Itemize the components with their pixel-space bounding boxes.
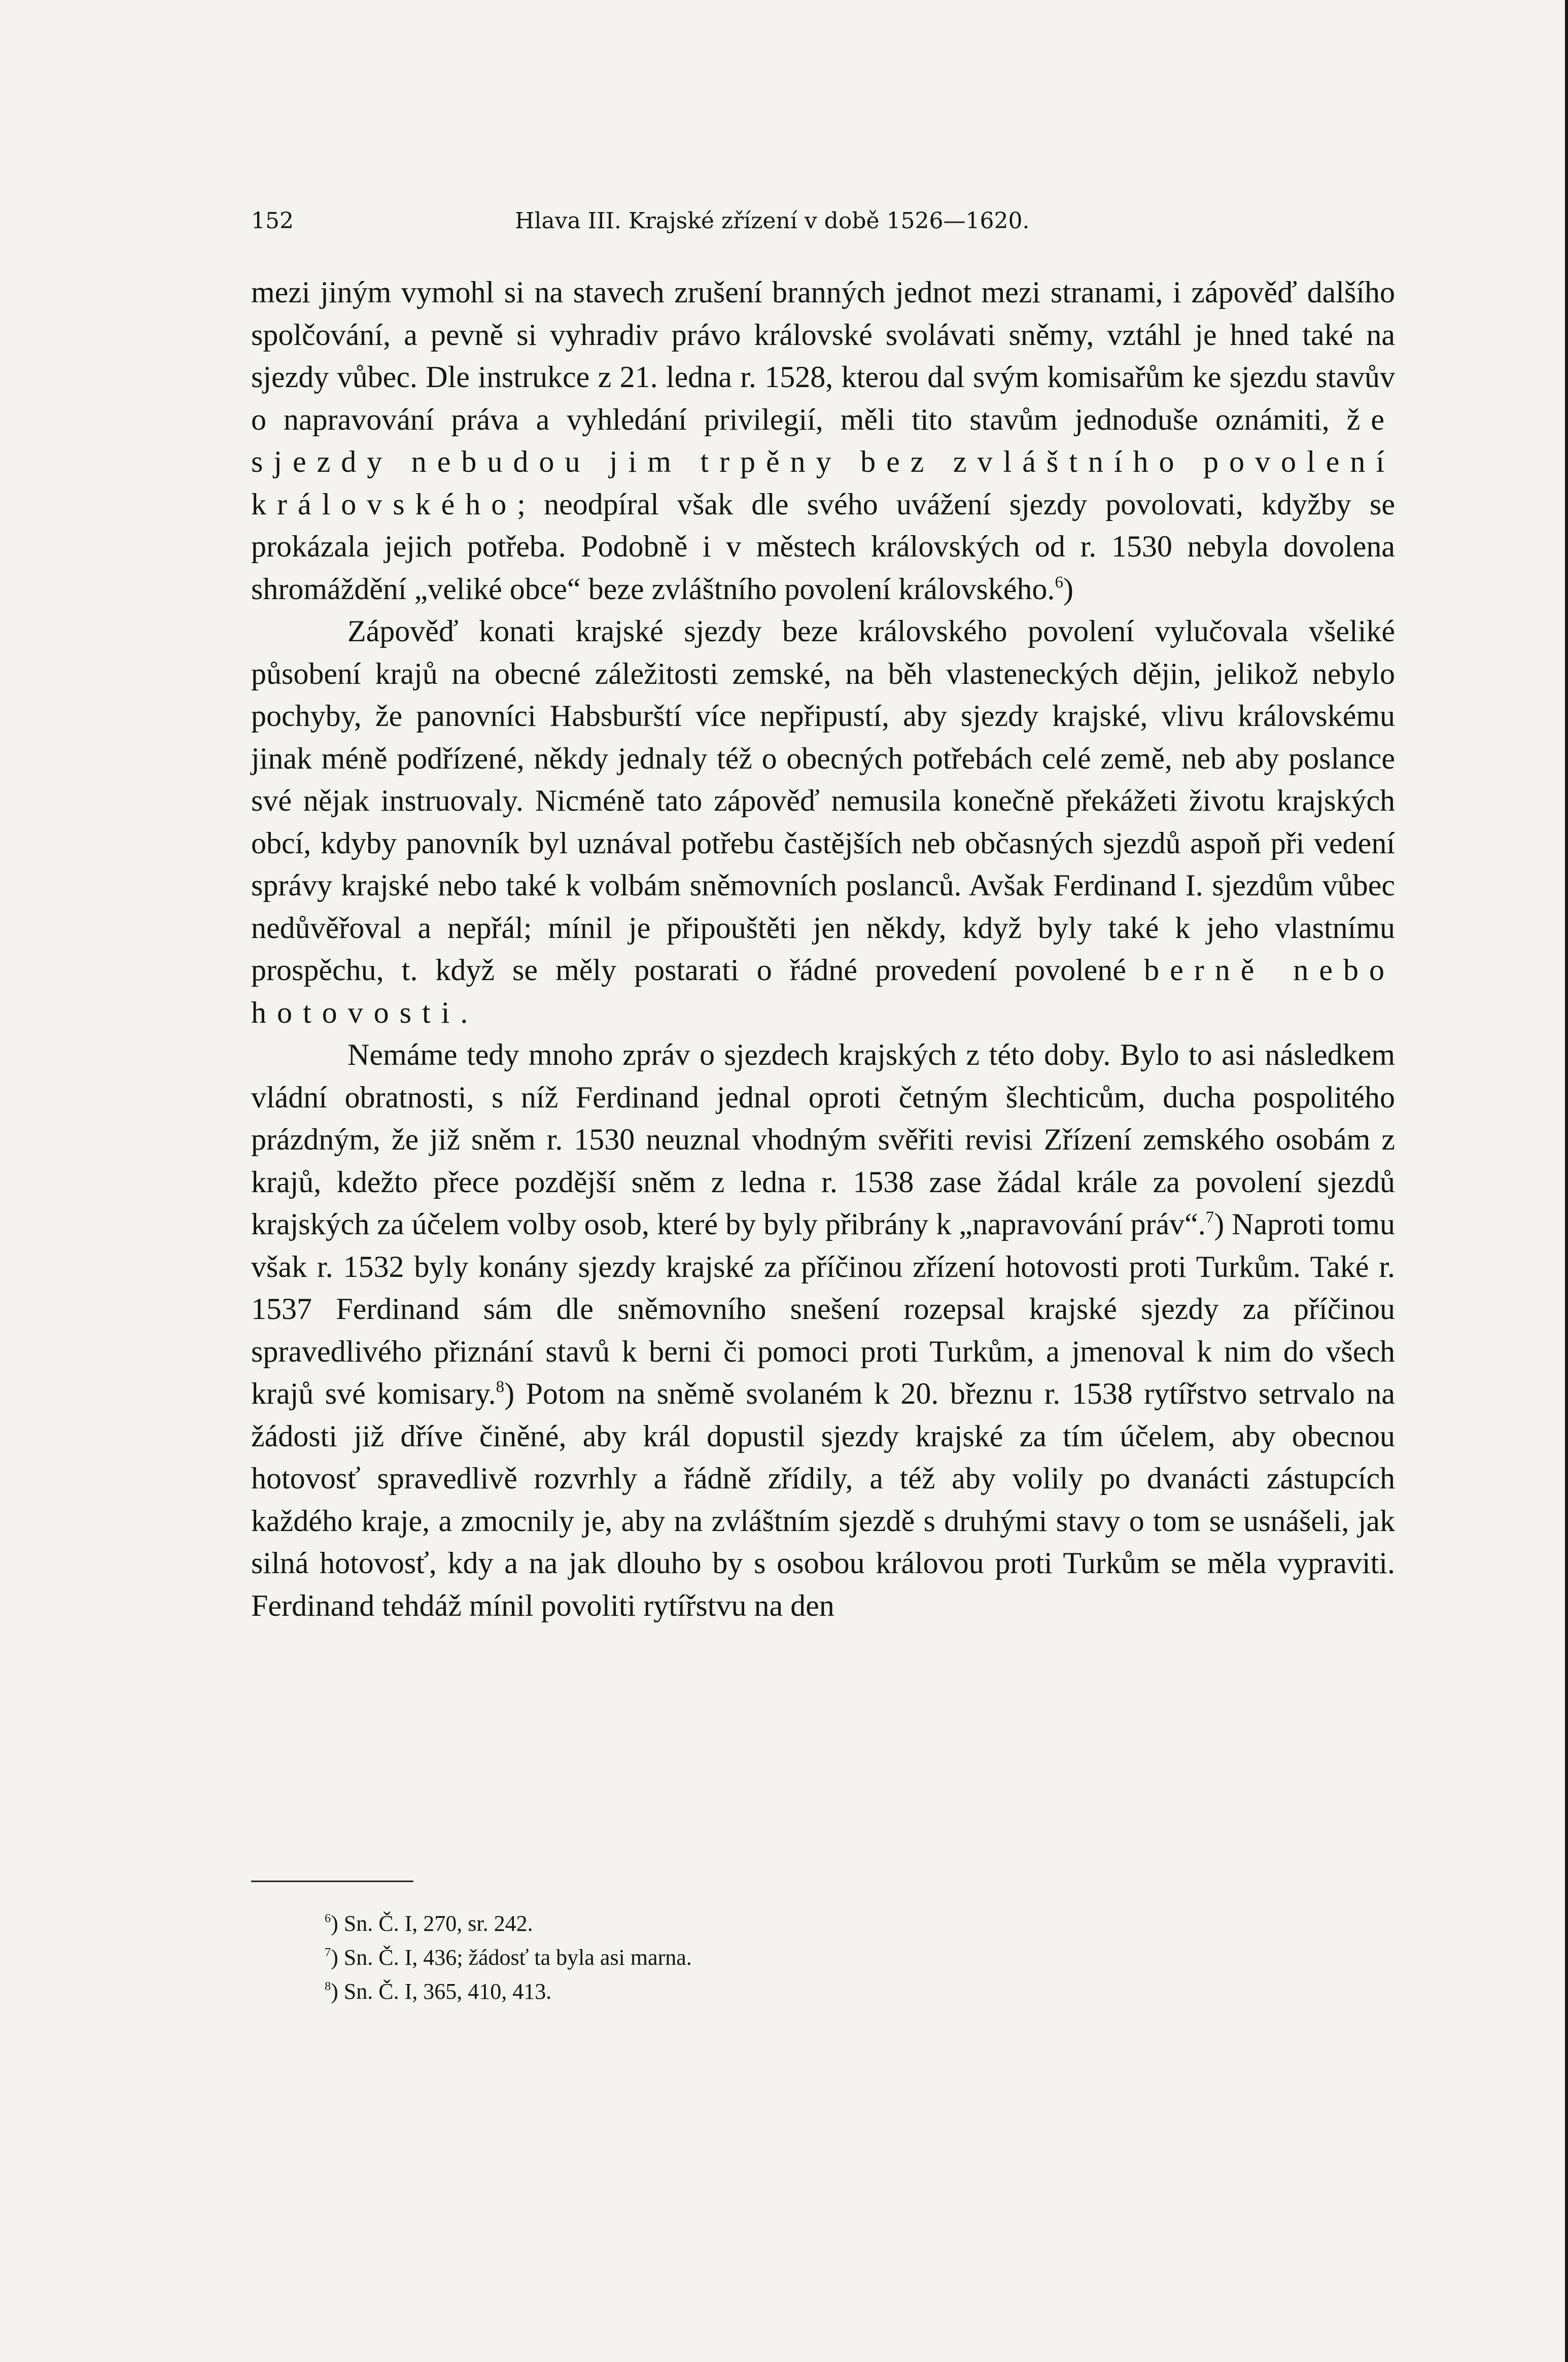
paragraph-1 <box>251 271 1395 610</box>
footnote-mark-close: ) <box>331 1979 338 2004</box>
paragraph-text: ; neodpíral však dle svého uvážení sjezdy povolovati, kdyžby se prokázala jejich potřeba. Podobně i v městech královských od r. 1530 nebyla dovolena shromáždění „veliké obce“ beze zvláštního povolení královského. <box>251 487 1395 606</box>
paragraph-2 <box>251 610 1395 1034</box>
page-edge <box>1565 0 1568 2362</box>
paragraph-text: ) Potom na sněmě svolaném k 20. březnu r. 1538 rytířstvo setrvalo na žádosti již dříve činěné, aby král dopustil sjezdy krajské za tím účelem, aby obecnou hotovosť spravedlivě rozvrhly a řádně zřídily, a též aby volily po dvanácti zástupcích každého kraje, a zmocnily je, aby na zvláštním sjezdě s druhými stavy o tom se usnášeli, jak silná hotovosť, kdy a na jak dlouho by s osobou královou proti Turkům se měla vypraviti. Ferdinand tehdáž mínil povoliti rytířstvu na den <box>251 1377 1395 1622</box>
paragraph-text: mezi jiným vymohl si na stavech zrušení branných jednot mezi stranami, i zápověď dalšího spolčování, a pevně si vyhradiv právo královské svolávati sněmy, vztáhl je hned také na sjezdy vůbec. Dle instrukce z 21. ledna r. 1528, kterou dal svým komisařům ke sjezdu stavův o napravování práva a vyhledání privilegií, měli tito stavům jednoduše oznámiti, <box>251 275 1395 436</box>
body-text <box>251 271 1395 1627</box>
paragraph-text: . <box>460 995 468 1029</box>
running-title: Hlava III. Krajské zřízení v době 1526—1620. <box>515 208 1030 234</box>
footnote-ref: 6 <box>1055 573 1063 592</box>
footnote-rule <box>251 1881 413 1882</box>
footnote-mark-close: ) <box>331 1911 338 1936</box>
paragraph-text: Nemáme tedy mnoho zpráv o sjezdech krajských z této doby. Bylo to asi následkem vládní obratnosti, s níž Ferdinand jednal oproti četným šlechticům, ducha pospolitého prázdným, že již sněm r. 1530 neuznal vhodným svěřiti revisi Zřízení zemského osobám z krajů, kdežto přece pozdější sněm z ledna r. 1538 zase žádal krále za povolení sjezdů krajských za účelem volby osob, které by byly přibrány k „napravování práv“. <box>251 1038 1395 1241</box>
footnotes <box>325 1906 1238 2008</box>
footnote-ref: 8 <box>496 1377 505 1396</box>
footnote-ref: 7 <box>1205 1208 1214 1227</box>
emphasized-text: berně nebo hotovosti <box>251 953 1396 1029</box>
footnote <box>325 1906 1238 1940</box>
running-head <box>251 208 1134 244</box>
footnote-ref-close: ) <box>1063 572 1073 606</box>
footnote <box>325 1940 1238 1974</box>
paragraph-text: Zápověď konati krajské sjezdy beze královského povolení vylučovala všeliké působení krajů na obecné záležitosti zemské, na běh vlasteneckých dějin, jelikož nebylo pochyby, že panovníci Habsburští více nepřipustí, aby sjezdy krajské, vlivu královskému jinak méně podřízené, někdy jednaly též o obecných potřebách celé země, neb aby poslance své nějak instruovaly. Nicméně tato zápověď nemusila konečně překážeti životu krajských obcí, kdyby panovník byl uznával potřebu častějších neb občasných sjezdů aspoň při vedení správy krajské nebo také k volbám sněmovních poslanců. Avšak Ferdinand I. sjezdům vůbec nedůvěřoval a nepřál; mínil je připouštěti jen někdy, když byly také k jeho vlastnímu prospěchu, t. když se měly postarati o řádné provedení povolené <box>251 614 1395 987</box>
footnote <box>325 1974 1238 2008</box>
emphasized-text: že sjezdy nebudou jim trpěny bez zvláštního povolení královského <box>251 402 1395 521</box>
paragraph-text: ) Naproti tomu však r. 1532 byly konány sjezdy krajské za příčinou zřízení hotovosti proti Turkům. Také r. 1537 Ferdinand sám dle sněmovního snešení rozepsal krajské sjezdy za příčinou spravedlivého přiznání stavů k berni či pomoci proti Turkům, a jmenoval k nim do všech krajů své komisary. <box>251 1207 1395 1410</box>
page-number: 152 <box>251 208 294 234</box>
footnote-mark: 7 <box>325 1946 331 1960</box>
footnote-text: Sn. Č. I, 365, 410, 413. <box>338 1979 552 2004</box>
footnote-mark: 6 <box>325 1912 331 1926</box>
footnote-text: Sn. Č. I, 270, sr. 242. <box>338 1911 533 1936</box>
footnote-mark: 8 <box>325 1979 331 1994</box>
footnote-text: Sn. Č. I, 436; žádosť ta byla asi marna. <box>338 1945 692 1970</box>
footnote-mark-close: ) <box>331 1945 338 1970</box>
paragraph-3 <box>251 1034 1395 1627</box>
